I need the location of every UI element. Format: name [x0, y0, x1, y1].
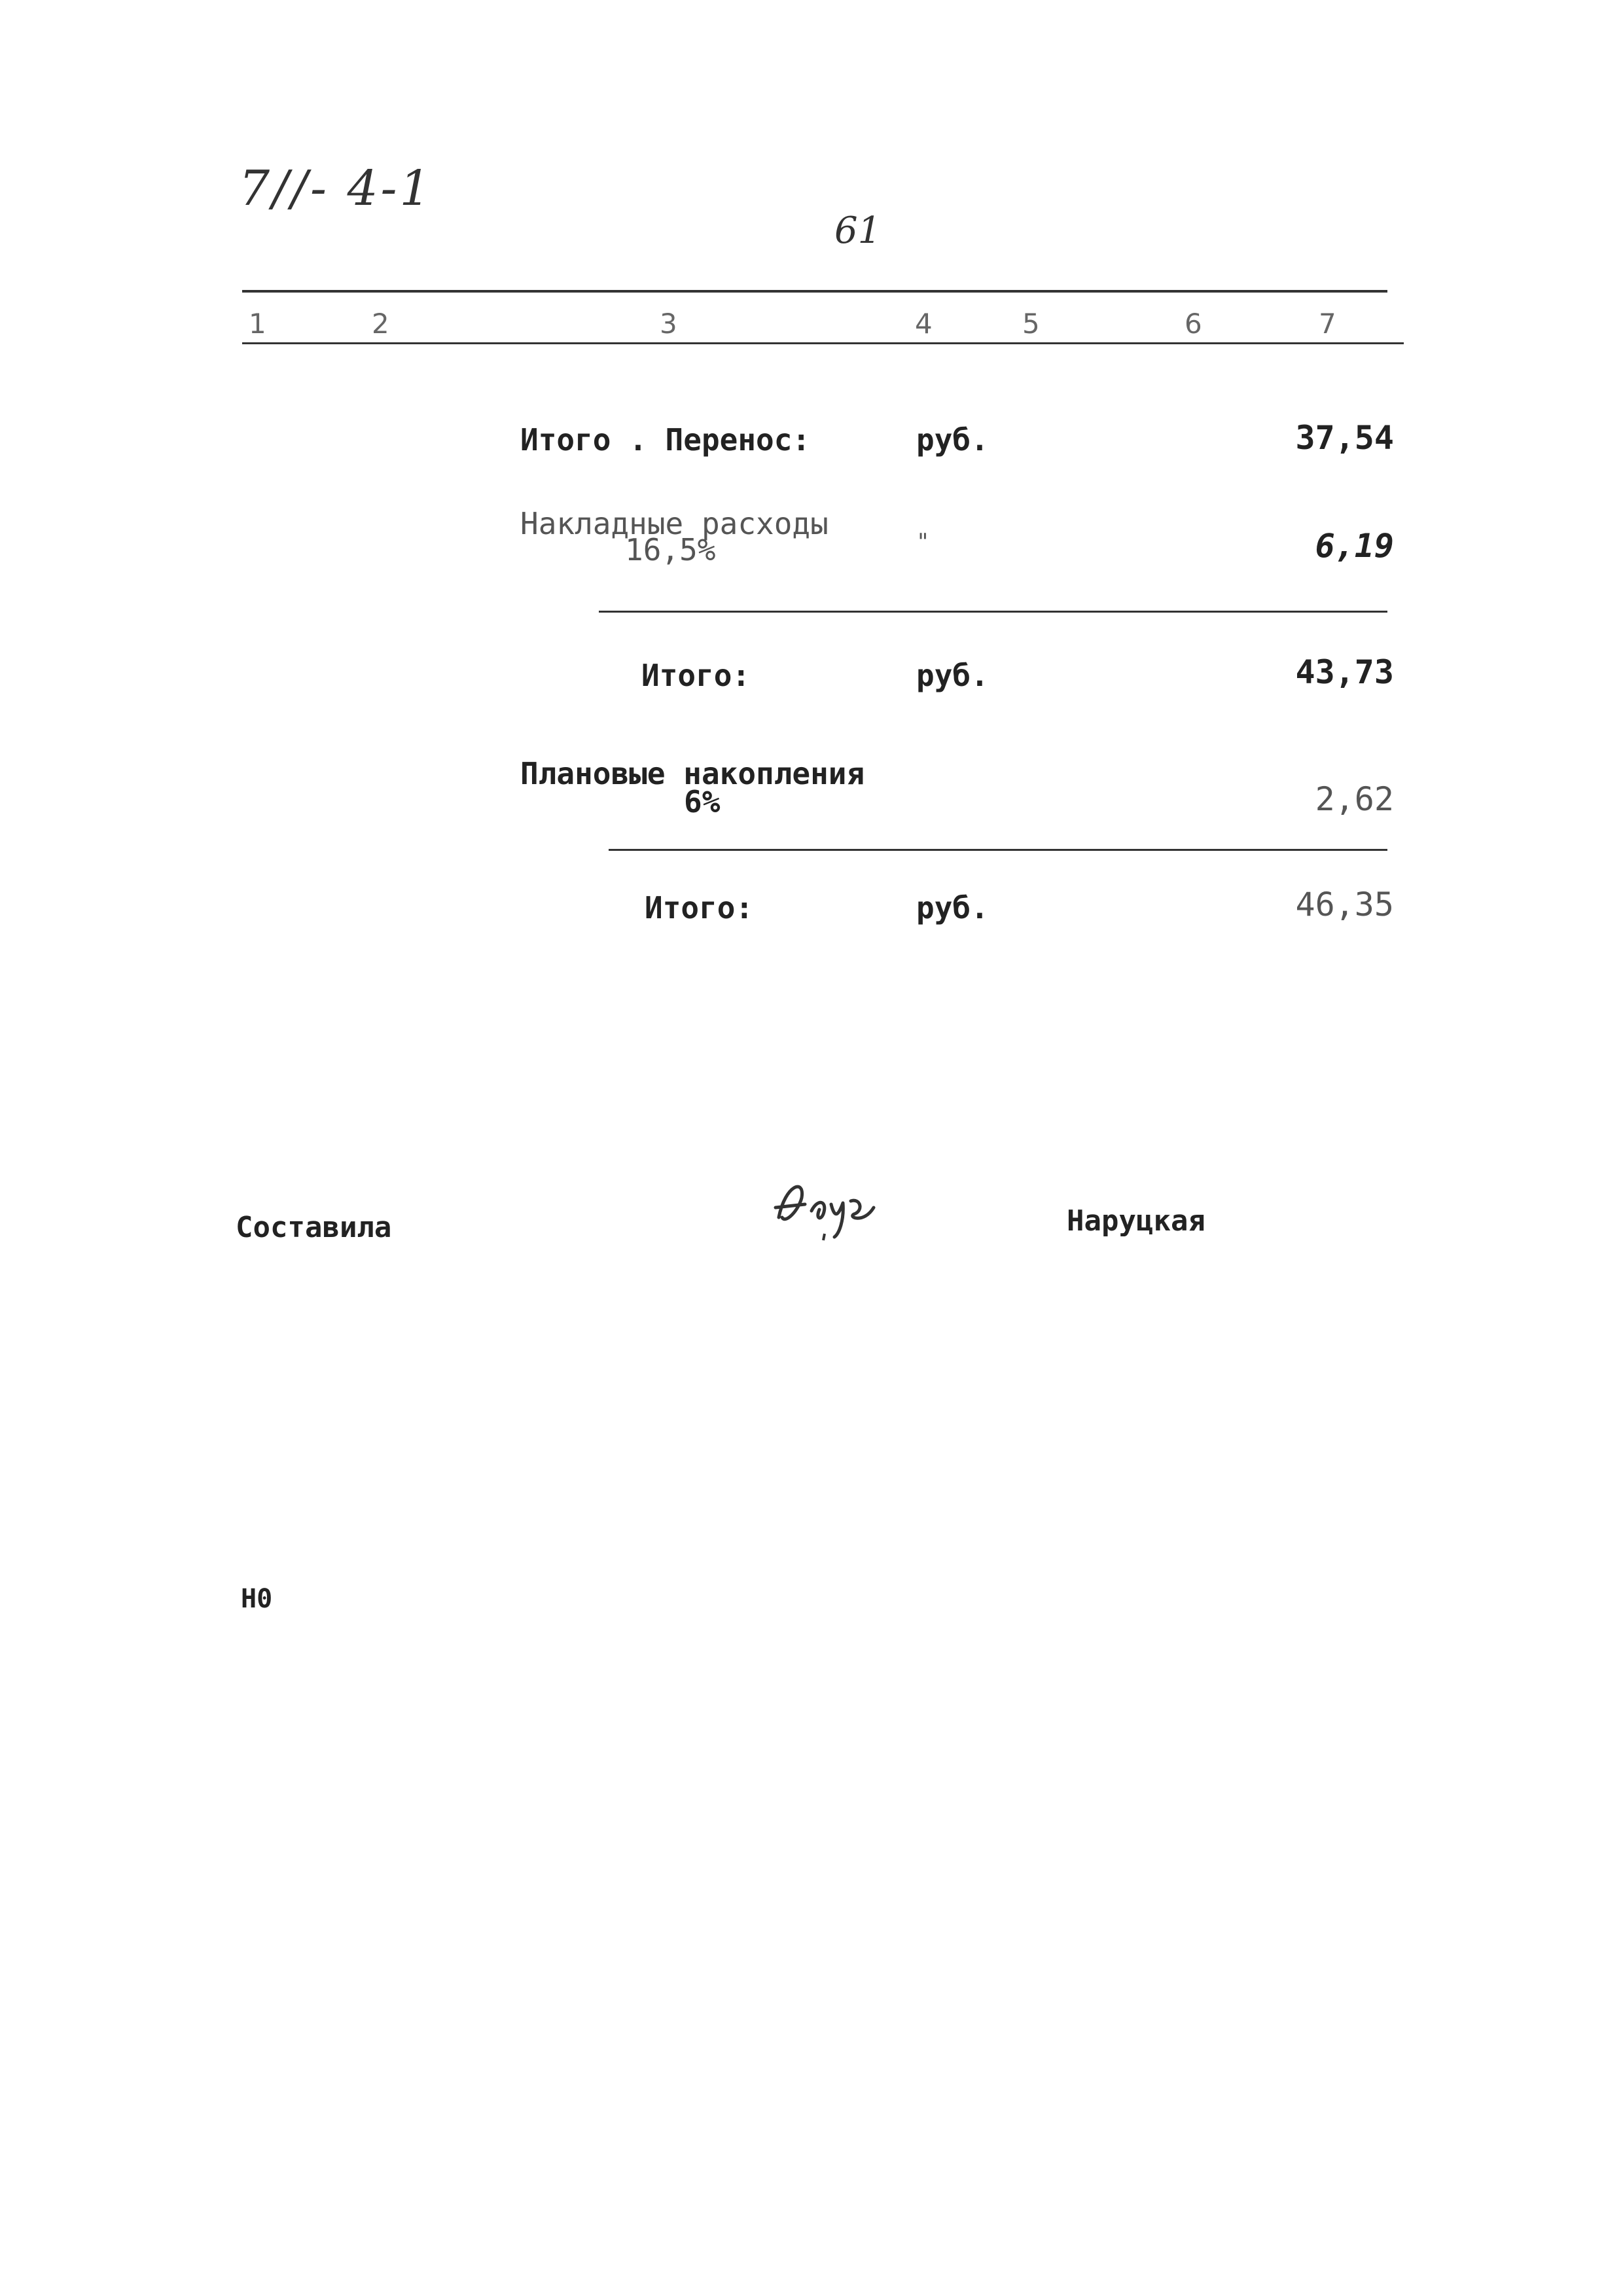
- row-value: 2,62: [1315, 780, 1394, 818]
- column-number-5: 5: [1022, 308, 1040, 340]
- row-value: 43,73: [1295, 653, 1394, 691]
- table-header-rule: [242, 342, 1404, 344]
- row-unit: руб.: [916, 890, 989, 925]
- column-number-7: 7: [1319, 308, 1336, 340]
- row-label-carry-over: Итого . Перенос:: [520, 422, 811, 457]
- row-rate: 16,5%: [625, 532, 716, 567]
- handwritten-signature: [766, 1172, 897, 1244]
- row-unit: руб.: [916, 658, 989, 693]
- column-number-3: 3: [660, 308, 677, 340]
- page-number: 61: [834, 209, 882, 252]
- signer-name: Наруцкая: [1067, 1204, 1205, 1238]
- row-unit-ditto: ": [916, 529, 930, 555]
- column-number-2: 2: [372, 308, 389, 340]
- footer-mark: Н0: [241, 1584, 273, 1614]
- column-number-1: 1: [249, 308, 266, 340]
- row-label-subtotal: Итого:: [641, 658, 751, 693]
- row-label-planned-savings: Плановые накопления: [520, 756, 865, 791]
- total-rule: [609, 849, 1387, 851]
- row-rate: 6%: [684, 784, 721, 819]
- composed-by-label: Составила: [236, 1211, 392, 1244]
- column-number-4: 4: [915, 308, 933, 340]
- table-top-rule: [242, 290, 1387, 293]
- row-value: 37,54: [1295, 419, 1394, 457]
- row-unit: руб.: [916, 422, 989, 457]
- document-code: 7//- 4-1: [239, 160, 433, 217]
- row-label-overhead: Накладные расходы: [520, 506, 829, 541]
- row-value: 6,19: [1315, 527, 1394, 565]
- subtotal-rule: [599, 611, 1387, 613]
- row-label-total: Итого:: [645, 890, 754, 925]
- row-value: 46,35: [1295, 886, 1394, 924]
- column-number-6: 6: [1185, 308, 1202, 340]
